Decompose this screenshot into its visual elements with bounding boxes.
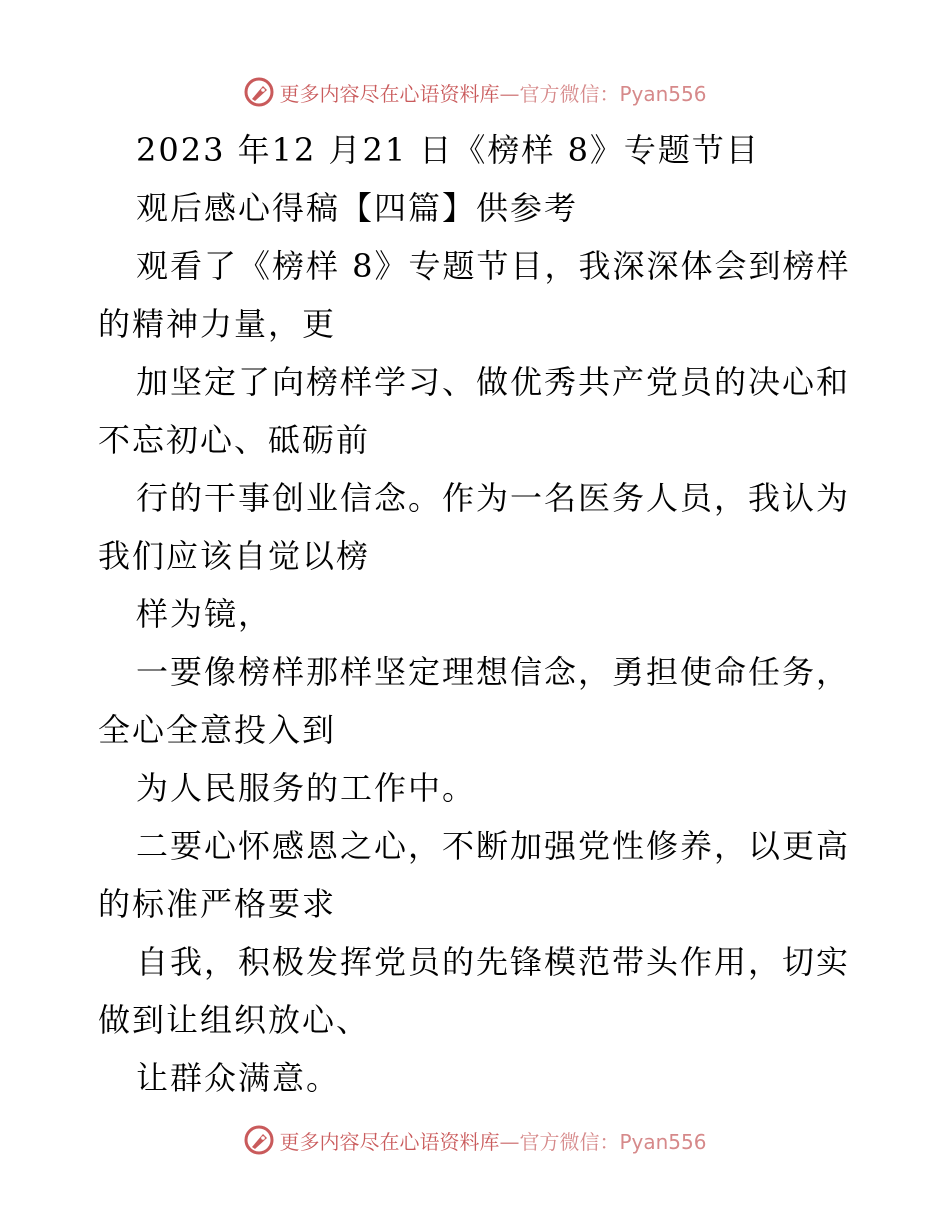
title-line-2: 观后感心得稿【四篇】供参考 <box>136 189 579 227</box>
footer-contact-text: —官方微信：Pyan556 <box>499 1129 707 1154</box>
paragraph-line: 一要像榜样那样坚定理想信念，勇担使命任务， <box>136 653 851 691</box>
pen-nib-logo-icon <box>243 1124 275 1156</box>
header-brand-text: 更多内容尽在心语资料库 <box>279 81 500 106</box>
paragraph-line: 让群众满意。 <box>136 1059 341 1097</box>
paragraph-line: 不忘初心、砥砺前 <box>98 421 371 459</box>
footer-watermark <box>0 1120 950 1160</box>
footer-brand-text: 更多内容尽在心语资料库 <box>279 1129 500 1154</box>
paragraph-line: 我们应该自觉以榜 <box>98 537 371 575</box>
document-body <box>98 121 858 1107</box>
paragraph-line: 的标准严格要求 <box>98 885 337 923</box>
pen-nib-logo-icon <box>243 76 275 108</box>
paragraph-line: 加坚定了向榜样学习、做优秀共产党员的决心和 <box>136 363 851 401</box>
paragraph-line: 观看了《榜样 8》专题节目，我深深体会到榜样 <box>136 247 851 285</box>
paragraph-line: 自我，积极发挥党员的先锋模范带头作用，切实 <box>136 943 851 981</box>
header-watermark <box>0 72 950 112</box>
paragraph-line: 行的干事创业信念。作为一名医务人员，我认为 <box>136 479 851 517</box>
paragraph-line: 的精神力量，更 <box>98 305 337 343</box>
paragraph-line: 为人民服务的工作中。 <box>136 769 477 807</box>
paragraph-line: 二要心怀感恩之心，不断加强党性修养，以更高 <box>136 827 851 865</box>
title-line-1: 2023 年12 月21 日《榜样 8》专题节目 <box>136 131 760 169</box>
paragraph-line: 做到让组织放心、 <box>98 1001 371 1039</box>
paragraph-line: 全心全意投入到 <box>98 711 337 749</box>
paragraph-line: 样为镜， <box>136 595 273 633</box>
header-contact-text: —官方微信：Pyan556 <box>499 81 707 106</box>
